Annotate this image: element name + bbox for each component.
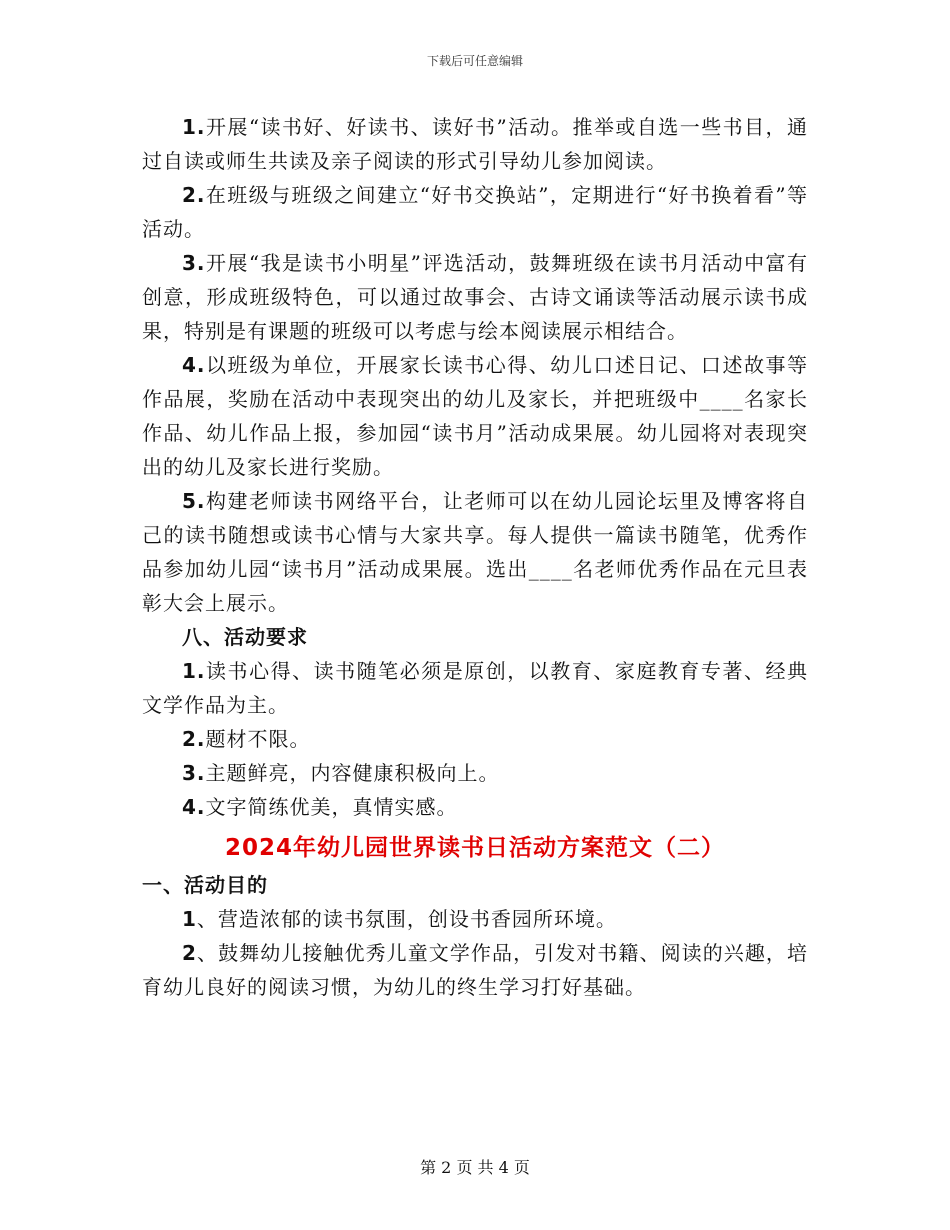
paragraph (142, 246, 808, 348)
item-number: 1. (182, 115, 206, 139)
item-text: 在班级与班级之间建立“好书交换站”，定期进行“好书换着看”等活动。 (142, 183, 808, 241)
paragraph (142, 902, 808, 936)
section-heading: 一、活动目的 (142, 873, 268, 897)
document-body (142, 110, 808, 1004)
item-text: 构建老师读书网络平台，让老师可以在幼儿园论坛里及博客将自己的读书随想或读书心情与大家共享。每人提供一篇读书随笔，优秀作品参加幼儿园“读书月”活动成果展。选出____名老师优秀作品在元旦表彰大会上展示。 (142, 489, 808, 615)
item-text: 读书心得、读书随笔必须是原创，以教育、家庭教育专著、经典文学作品为主。 (142, 659, 808, 717)
item-number: 3. (182, 251, 206, 275)
paragraph (142, 110, 808, 178)
item-text: 以班级为单位，开展家长读书心得、幼儿口述日记、口述故事等作品展，奖励在活动中表现突出的幼儿及家长，并把班级中____名家长作品、幼儿作品上报，参加园“读书月”活动成果展。幼儿园将对表现突出的幼儿及家长进行奖励。 (142, 353, 808, 479)
item-number: 1 (182, 907, 197, 931)
page-header: 下载后可任意编辑 (426, 54, 523, 68)
item-text: 开展“我是读书小明星”评选活动，鼓舞班级在读书月活动中富有创意，形成班级特色，可以通过故事会、古诗文诵读等活动展示读书成果，特别是有课题的班级可以考虑与绘本阅读展示相结合。 (142, 251, 808, 343)
item-text: 、鼓舞幼儿接触优秀儿童文学作品，引发对书籍、阅读的兴趣，培育幼儿良好的阅读习惯，为幼儿的终生学习打好基础。 (142, 941, 808, 999)
item-number: 2. (182, 183, 206, 207)
item-text: 、营造浓郁的读书氛围，创设书香园所环境。 (196, 907, 617, 931)
item-text: 题材不限。 (205, 727, 311, 751)
item-text: 文字简练优美，真情实感。 (205, 795, 458, 819)
item-number: 3. (182, 761, 206, 785)
item-number: 2 (182, 941, 197, 965)
paragraph (142, 178, 808, 246)
item-number: 5. (182, 489, 206, 513)
paragraph (142, 484, 808, 620)
item-text: 主题鲜亮，内容健康积极向上。 (205, 761, 500, 785)
paragraph (142, 654, 808, 722)
paragraph (142, 756, 808, 790)
item-text: 开展“读书好、好读书、读好书”活动。推举或自选一些书目，通过自读或师生共读及亲子阅读的形式引导幼儿参加阅读。 (142, 115, 808, 173)
paragraph (142, 722, 808, 756)
page-footer: 第 2 页 共 4 页 (420, 1158, 530, 1177)
item-number: 1. (182, 659, 206, 683)
paragraph (142, 348, 808, 484)
item-number: 2. (182, 727, 206, 751)
section-heading: 八、活动要求 (182, 625, 308, 649)
paragraph (142, 790, 808, 824)
paragraph (142, 936, 808, 1004)
document-title: 2024年幼儿园世界读书日活动方案范文（二） (224, 835, 725, 861)
item-number: 4. (182, 353, 206, 377)
item-number: 4. (182, 795, 206, 819)
